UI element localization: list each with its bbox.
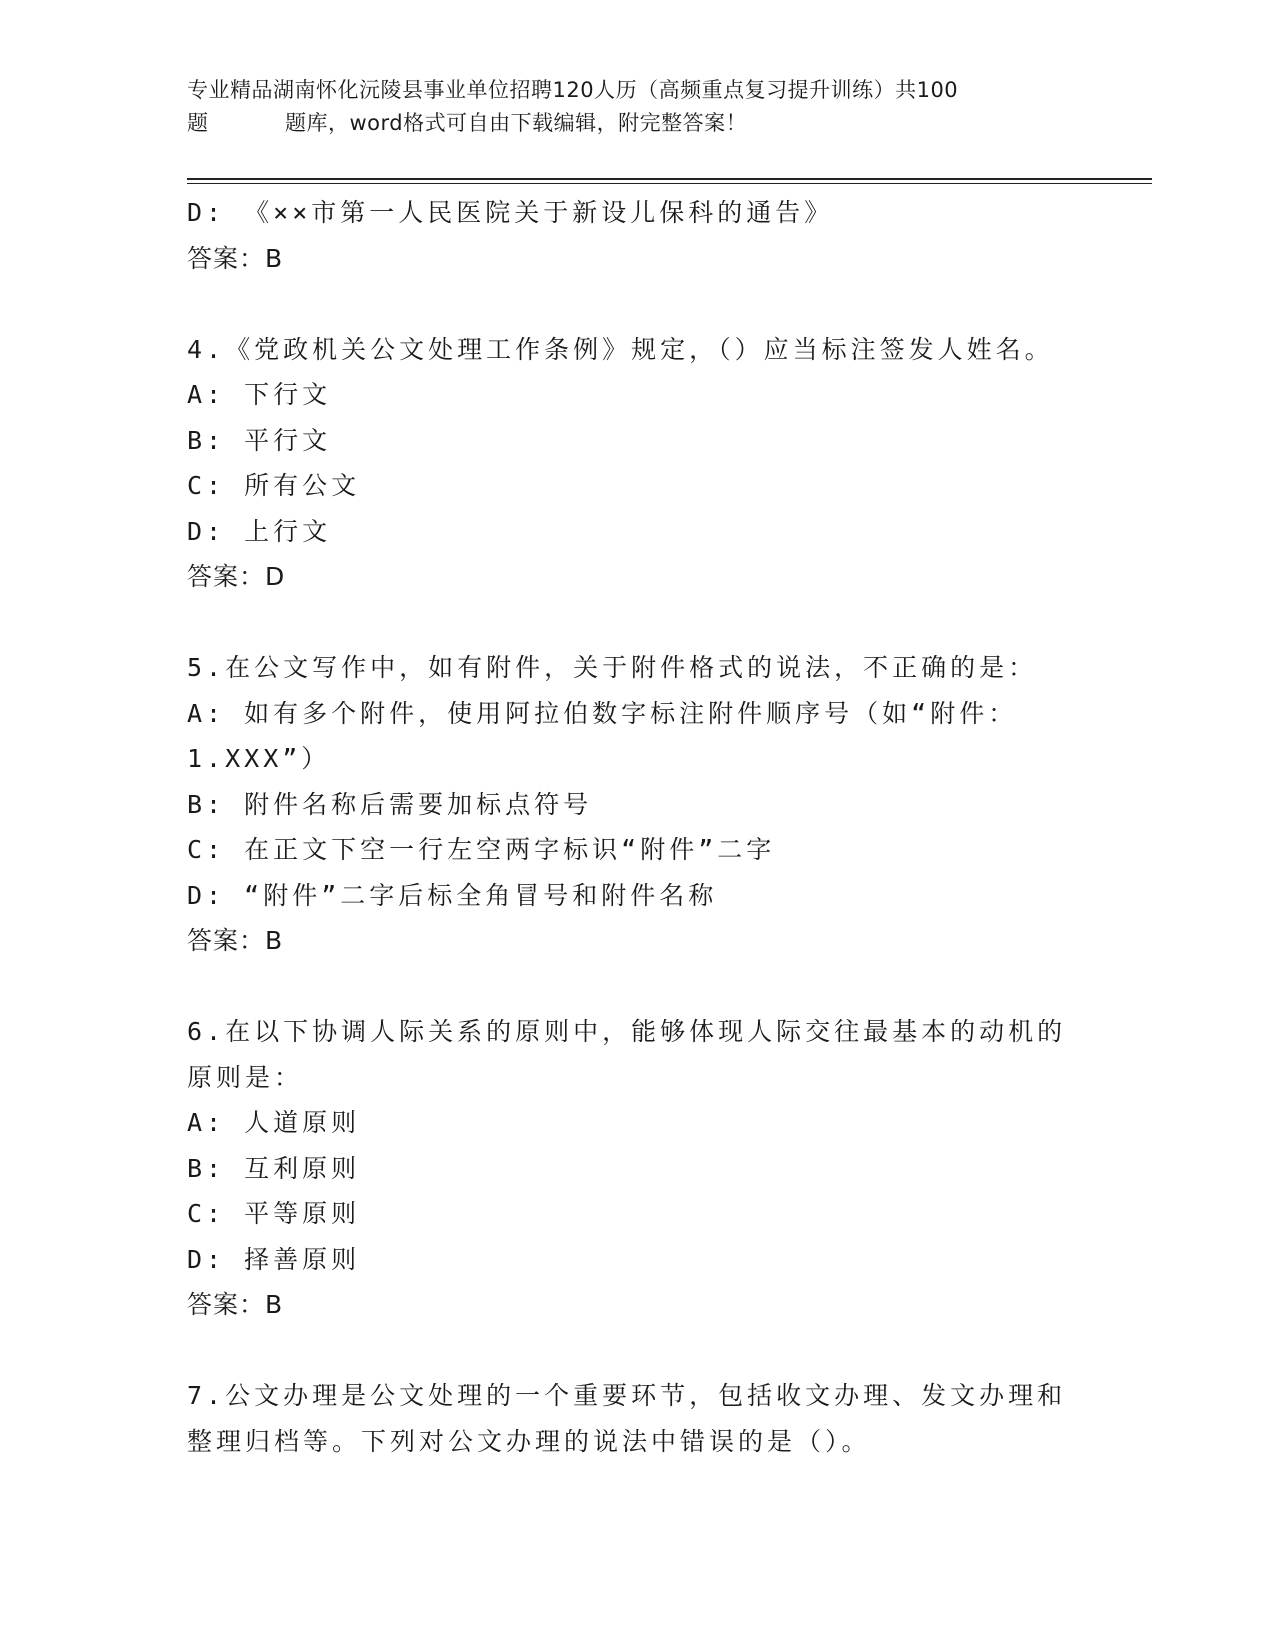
header-title-word: 题 — [187, 111, 209, 135]
question-6 — [187, 1009, 1067, 1328]
option-d: D: 择善原则 — [187, 1244, 361, 1274]
question-7 — [187, 1373, 1067, 1464]
document-body — [187, 190, 1067, 1464]
option-d: D: 《××市第一人民医院关于新设儿保科的通告》 — [187, 198, 834, 227]
answer: 答案：B — [187, 1290, 284, 1319]
option-a-continued: 1.XXX”） — [187, 744, 331, 773]
header-title-rest: 题库，word格式可自由下载编辑，附完整答案！ — [285, 111, 748, 135]
answer: 答案：B — [187, 926, 284, 955]
question-text-continued: 原则是： — [187, 1062, 304, 1092]
option-c: C: 所有公文 — [187, 471, 361, 500]
question-5 — [187, 645, 1067, 964]
option-a: A: 人道原则 — [187, 1108, 361, 1137]
option-a: A: 如有多个附件，使用阿拉伯数字标注附件顺序号（如“附件： — [187, 698, 1018, 728]
option-b: B: 互利原则 — [187, 1153, 361, 1183]
spacer — [187, 600, 1067, 646]
header-divider-thin — [187, 183, 1152, 184]
question-text-continued: 整理归档等。下列对公文办理的说法中错误的是（）。 — [187, 1426, 871, 1456]
question-text: 4.《党政机关公文处理工作条例》规定，（）应当标注签发人姓名。 — [187, 334, 1054, 364]
option-a: A: 下行文 — [187, 380, 332, 409]
question-text: 5.在公文写作中，如有附件，关于附件格式的说法，不正确的是： — [187, 653, 1038, 682]
option-b: B: 附件名称后需要加标点符号 — [187, 789, 593, 819]
header-title-line2 — [187, 107, 1087, 140]
spacer — [187, 281, 1067, 327]
question-4 — [187, 327, 1067, 600]
question-text: 6.在以下协调人际关系的原则中，能够体现人际交往最基本的动机的 — [187, 1017, 1067, 1046]
spacer — [187, 1328, 1067, 1374]
answer: 答案：D — [187, 562, 286, 591]
question-3-tail — [187, 190, 1067, 281]
question-text: 7.公文办理是公文处理的一个重要环节，包括收文办理、发文办理和 — [187, 1381, 1067, 1410]
option-b: B: 平行文 — [187, 425, 332, 455]
header-title-line1: 专业精品湖南怀化沅陵县事业单位招聘120人历（高频重点复习提升训练）共100 — [187, 78, 959, 102]
answer: 答案：B — [187, 243, 284, 273]
option-c: C: 在正文下空一行左空两字标识“附件”二字 — [187, 835, 776, 864]
option-d: D: “附件”二字后标全角冒号和附件名称 — [187, 880, 718, 910]
page-header — [187, 74, 1087, 140]
spacer — [187, 964, 1067, 1010]
option-d: D: 上行文 — [187, 516, 332, 546]
header-divider — [187, 178, 1152, 180]
option-c: C: 平等原则 — [187, 1199, 361, 1228]
